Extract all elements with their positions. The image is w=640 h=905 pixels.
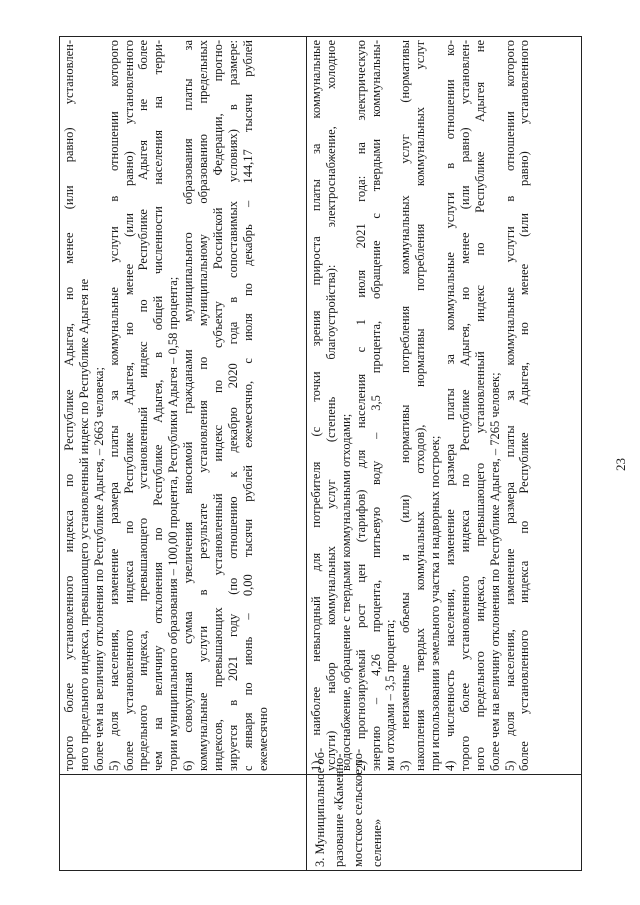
text-line: 1) наиболее невыгодный для потребителя (с точки зрения прироста платы за коммунальные: [309, 40, 323, 771]
name-line: 3. Муниципальное об-: [313, 747, 327, 867]
name-line: разование «Каменно-: [332, 753, 346, 867]
text-line: чем на величину отклонения по Республике Адыгея, в общей численности населения на терри-: [151, 40, 166, 771]
text-line: тории муниципального образования – 100,00 процента, Республики Адыгея – 0,58 процента;: [166, 276, 181, 771]
text-line: торого более установленного индекса по Республике Адыгея, но менее (или равно) установлен-: [457, 40, 472, 771]
text-line: при использовании земельного участка и надворных построек;: [428, 435, 443, 771]
text-line: более чем на величину отклонения по Республике Адыгея, – 2663 человека;: [91, 367, 106, 771]
text-line: более установленного индекса по Республике Адыгея, но менее (или равно) установленного: [517, 40, 532, 771]
row-divider: [306, 37, 307, 870]
text-line: ми отходами – 3,5 процента;: [383, 619, 398, 771]
text-line: накопления твердых коммунальных отходов), нормативы потребления коммунальных услуг: [413, 40, 428, 771]
text-line: энергию – 4,26 процента, питьевую воду – 3,5 процента, обращение с твердыми коммунальны-: [368, 40, 383, 771]
text-line: 6) совокупная сумма увеличения вносимой гражданами муниципального образования платы за: [181, 40, 196, 771]
text-line: индексов, превышающих установленный индекс по субъекту Российской Федерации, прогно-: [210, 40, 225, 771]
text-line: водоснабжение, обращение с твердыми коммунальными отходами;: [338, 413, 353, 771]
page-number: 23: [613, 458, 628, 471]
document-table: [59, 36, 582, 871]
text-line: 5) доля населения, изменение размера платы за коммунальные услуги в отношении которого: [502, 40, 517, 771]
text-line: с января по июнь – 0,00 тысячи рублей ежемесячно, с июля по декабрь – 144,17 тысячи рублей: [240, 40, 255, 771]
row2-description-cell: [62, 40, 270, 771]
text-line: 2) прогнозируемый рост цен (тарифов) для населения с 1 июля 2021 года: на электрическую: [353, 40, 368, 771]
name-line: мостское сельское по-: [351, 748, 365, 867]
text-line: предельного индекса, превышающего установленный индекс по Республике Адыгея не более: [136, 40, 151, 771]
text-line: услуги) набор коммунальных услуг (степень благоустройства): электроснабжение, холодное: [323, 40, 338, 771]
text-line: более чем на величину отклонения по Республике Адыгея, – 7265 человек;: [487, 372, 502, 771]
row3-municipality-name: [311, 747, 387, 867]
row3-description-cell: [309, 40, 532, 771]
text-line: торого более установленного индекса по Республике Адыгея, но менее (или равно) установлен-: [62, 40, 76, 771]
text-line: ного предельного индекса, превышающего установленный индекс по Республике Адыгея не: [76, 278, 91, 771]
text-line: 4) численность населения, изменение размера платы за коммунальные услуги в отношении ко-: [443, 40, 458, 771]
text-line: зируется в 2021 году (по отношению к декабрю 2020 года в сопоставимых условиях) в размере:: [225, 40, 240, 771]
name-line: селение»: [370, 818, 384, 867]
text-line: ежемесячно: [255, 707, 270, 771]
text-line: коммунальные услуги в результате установления по муниципальному образованию предельных: [196, 40, 211, 771]
text-line: более установленного индекса по Республике Адыгея, но менее (или равно) установленного: [121, 40, 136, 771]
text-line: ного предельного индекса, превышающего установленный индекс по Республике Адыгея не: [472, 40, 487, 771]
row2-name-cell: [60, 775, 306, 870]
text-line: 3) неизменные объемы и (или) нормативы потребления коммунальных услуг (нормативы: [398, 40, 413, 771]
text-line: 5) доля населения, изменение размера платы за коммунальные услуги в отношении которого: [106, 40, 121, 771]
